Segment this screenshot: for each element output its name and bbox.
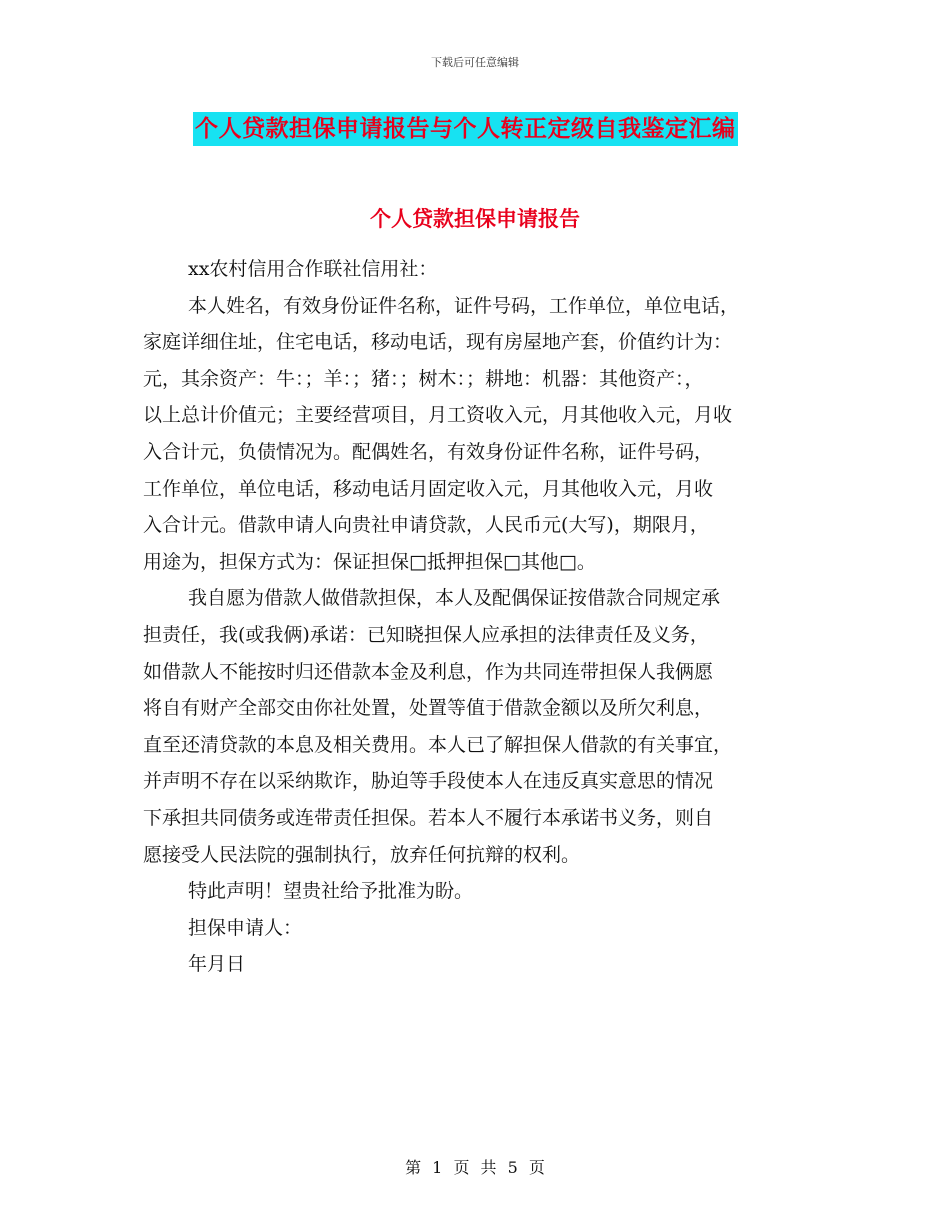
body-line: 以上总计价值元；主要经营项目，月工资收入元，月其他收入元，月收 (143, 404, 733, 427)
body-line: 直至还清贷款的本息及相关费用。本人已了解担保人借款的有关事宜， (143, 733, 733, 756)
body-line: 入合计元。借款申请人向贵社申请贷款，人民币元(大写)，期限月， (143, 514, 709, 537)
body-line: 将自有财产全部交由你社处置，处置等值于借款金额以及所欠利息， (143, 697, 714, 720)
body-line: 用途为，担保方式为：保证担保□抵押担保□其他□。 (143, 550, 596, 573)
signature-label: 担保申请人： (188, 916, 303, 939)
salutation-line: xx农村信用合作联社信用社： (188, 258, 438, 280)
body-line: 本人姓名，有效身份证件名称，证件号码，工作单位，单位电话， (188, 294, 740, 317)
date-label: 年月日 (188, 953, 246, 976)
body-line: 入合计元，负债情况为。配偶姓名，有效身份证件名称，证件号码， (143, 440, 714, 463)
body-line: 下承担共同债务或连带责任担保。若本人不履行本承诺书义务，则自 (143, 806, 714, 829)
header-note: 下载后可任意编辑 (431, 56, 519, 69)
page-number: 第 1 页 共 5 页 (405, 1158, 545, 1177)
body-line: 元，其余资产：牛：；羊：；猪：；树木：；耕地：机器：其他资产：， (143, 367, 704, 390)
body-text (143, 251, 808, 983)
body-line: 如借款人不能按时归还借款本金及利息，作为共同连带担保人我俩愿 (143, 660, 714, 683)
body-line: 我自愿为借款人做借款担保，本人及配偶保证按借款合同规定承 (188, 587, 721, 610)
document-title: 个人贷款担保申请报告与个人转正定级自我鉴定汇编 (193, 112, 738, 146)
body-line: 工作单位，单位电话，移动电话月固定收入元，月其他收入元，月收 (143, 477, 714, 500)
body-line: 担责任，我(或我俩)承诺：已知晓担保人应承担的法律责任及义务， (143, 623, 709, 646)
declaration-line: 特此声明！望贵社给予批准为盼。 (188, 880, 474, 903)
body-line: 并声明不存在以采纳欺诈，胁迫等手段使本人在违反真实意思的情况 (143, 770, 714, 793)
body-line: 家庭详细住址，住宅电话，移动电话，现有房屋地产套，价值约计为： (143, 331, 733, 354)
section-title: 个人贷款担保申请报告 (370, 207, 580, 231)
body-line: 愿接受人民法院的强制执行，放弃任何抗辩的权利。 (143, 843, 581, 866)
